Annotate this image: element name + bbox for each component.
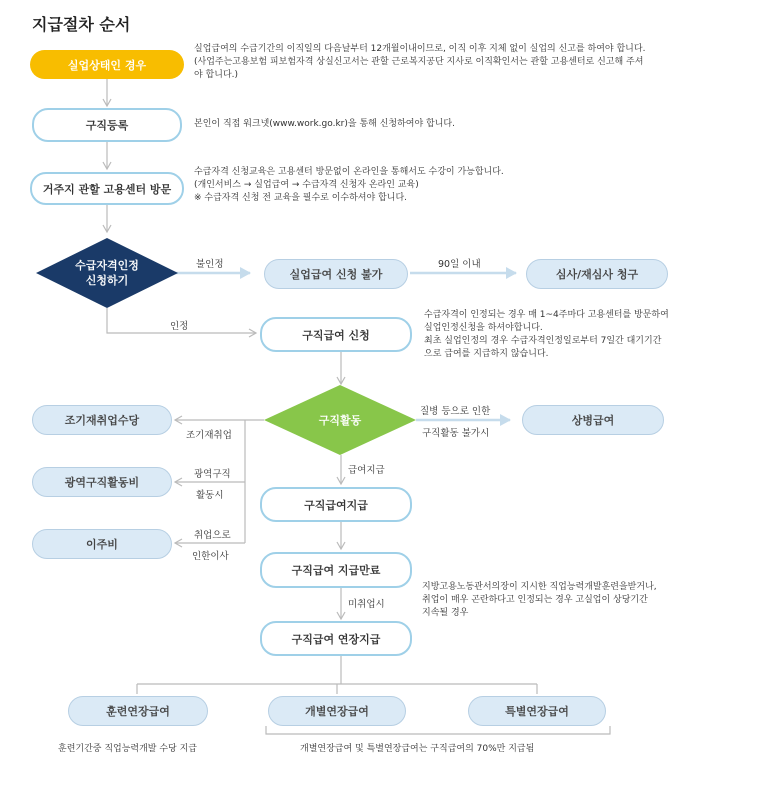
node-not-payable: 실업급여 신청 불가 — [264, 259, 408, 289]
desc-center-visit — [194, 166, 694, 205]
label-payment: 급여지급 — [348, 465, 385, 476]
node-certification — [52, 255, 162, 291]
desc-line: 지속될 경우 — [422, 608, 469, 618]
label-certified: 인정 — [170, 321, 189, 332]
node-wide-area: 광역구직활동비 — [32, 467, 172, 497]
page-title: 지급절차 순서 — [32, 15, 131, 34]
desc-line: 취업이 매우 곤란하다고 인정되는 경우 고실업이 상당기간 — [422, 595, 648, 605]
desc-line: 수급자격 신청교육은 고용센터 방문없이 온라인을 통해서도 수강이 가능합니다. — [194, 167, 504, 177]
label-wide-area-1: 광역구직 — [194, 469, 231, 480]
node-unemployed: 실업상태인 경우 — [30, 50, 184, 79]
certification-line1: 수급자격인정 — [75, 259, 139, 272]
label-not-certified: 불인정 — [196, 259, 224, 270]
node-sickness: 상병급여 — [522, 405, 664, 435]
label-not-employed: 미취업시 — [348, 599, 385, 610]
node-extension: 구직급여 연장지급 — [260, 621, 412, 656]
desc-line: 수급자격이 인정되는 경우 매 1~4주마다 고용센터를 방문하여 — [424, 310, 669, 320]
label-relocation-2: 인한이사 — [192, 551, 229, 562]
node-ext-training: 훈련연장급여 — [68, 696, 208, 726]
desc-job-register: 본인이 직접 워크넷(www.work.go.kr)을 통해 신청하여야 합니다. — [194, 119, 455, 129]
certification-line2: 신청하기 — [85, 274, 129, 287]
desc-apply — [424, 309, 744, 361]
desc-line: ※ 수급자격 신청 전 교육을 필수로 이수하셔야 합니다. — [194, 193, 408, 203]
node-payment-end: 구직급여 지급만료 — [260, 552, 412, 588]
node-ext-special: 특별연장급여 — [468, 696, 606, 726]
desc-line: (개인서비스 → 실업급여 → 수급자격 신청자 온라인 교육) — [194, 180, 419, 190]
node-review: 심사/재심사 청구 — [526, 259, 668, 289]
node-early-reemployment: 조기재취업수당 — [32, 405, 172, 435]
label-sickness-1: 질병 등으로 인한 — [420, 406, 491, 417]
label-sickness-2: 구직활동 불가시 — [422, 428, 490, 439]
desc-line: 실업급여의 수급기간의 이직일의 다음날부터 12개월이내이므로, 이직 이후 지체 없이 실업의 신고를 하여야 합니다. — [194, 44, 646, 54]
node-apply: 구직급여 신청 — [260, 317, 412, 352]
label-relocation-1: 취업으로 — [194, 530, 231, 541]
desc-ext-individual-special: 개별연장급여 및 특별연장급여는 구직급여의 70%만 지급됨 — [300, 744, 535, 754]
desc-line: (사업주는고용보험 피보험자격 상실신고서는 관할 근로복지공단 지사로 이직확인서는 관할 고용센터로 신고해 주셔 — [194, 57, 644, 67]
node-job-register: 구직등록 — [32, 108, 182, 142]
desc-line: 야 합니다.) — [194, 70, 239, 80]
desc-line: 으로 급여를 지급하지 않습니다. — [424, 349, 549, 359]
node-payment: 구직급여지급 — [260, 487, 412, 522]
node-relocation: 이주비 — [32, 529, 172, 559]
label-wide-area-2: 활동시 — [196, 490, 224, 501]
node-ext-individual: 개별연장급여 — [268, 696, 406, 726]
desc-line: 지방고용노동관서의장이 지시한 직업능력개발훈련을받거나, — [422, 582, 657, 592]
desc-line: 최초 실업인정의 경우 수급자격인정일로부터 7일간 대기기간 — [424, 336, 662, 346]
desc-line: 실업인정신청을 하셔야합니다. — [424, 323, 543, 333]
node-job-seeking: 구직활동 — [318, 413, 362, 427]
label-early-reemployment: 조기재취업 — [186, 430, 232, 441]
label-within-90: 90일 이내 — [438, 259, 481, 270]
desc-unemployed — [194, 43, 754, 82]
desc-payment-end — [422, 581, 742, 620]
node-center-visit: 거주지 관할 고용센터 방문 — [30, 172, 184, 205]
desc-ext-training: 훈련기간중 직업능력개발 수당 지급 — [58, 744, 197, 754]
